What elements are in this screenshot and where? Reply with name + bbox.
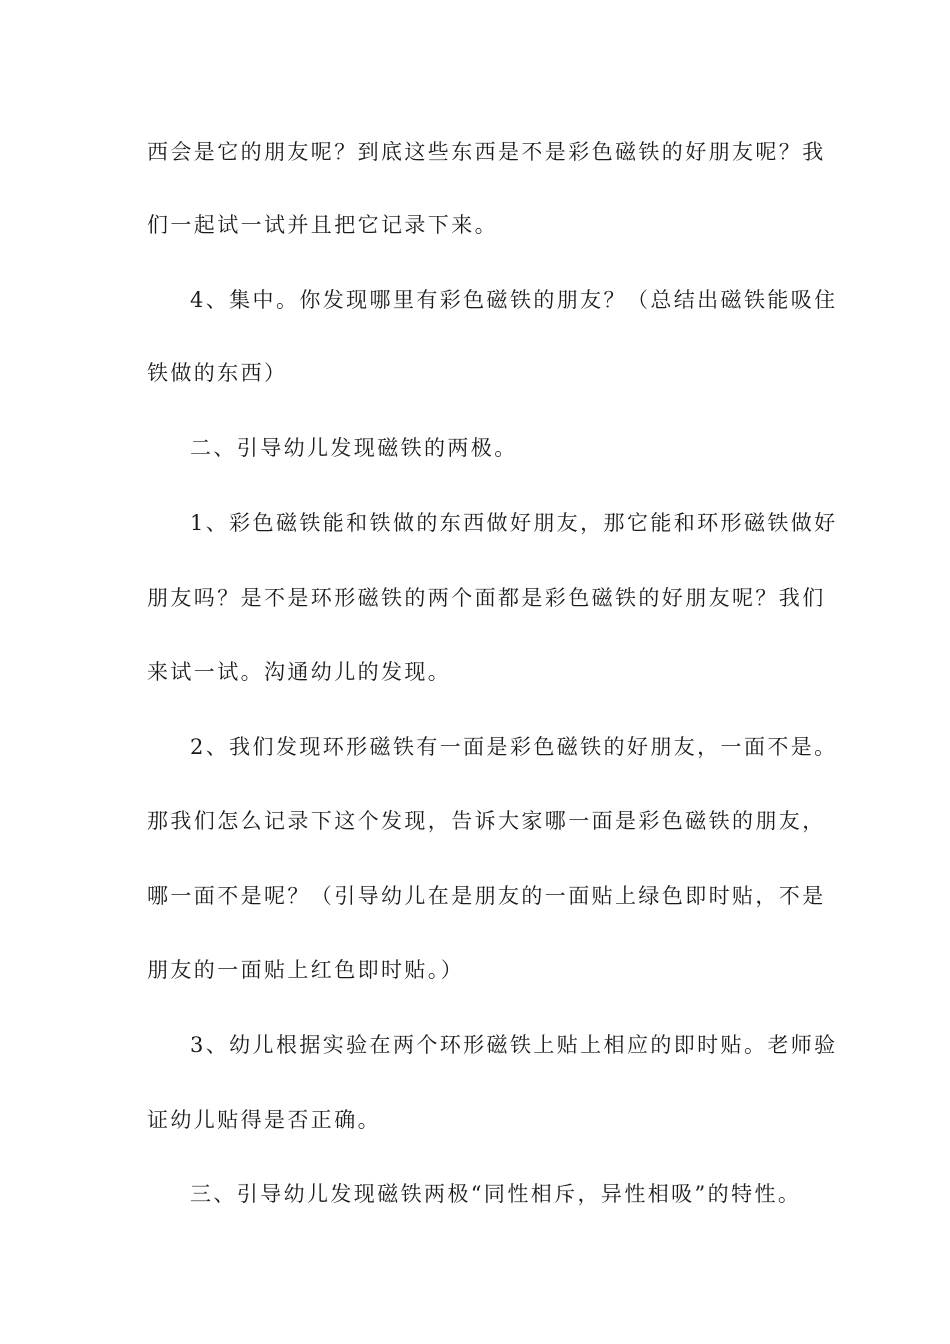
section-heading: 三、引导幼儿发现磁铁两极“同性相斥，异性相吸”的特性。 — [190, 1182, 802, 1206]
text-line: 们一起试一试并且把它记录下来。 — [147, 213, 498, 237]
paragraph-start: 4、集中。你发现哪里有彩色磁铁的朋友？（总结出磁铁能吸住 — [190, 288, 838, 312]
text-line: 朋友吗？是不是环形磁铁的两个面都是彩色磁铁的好朋友呢？我们 — [147, 586, 826, 610]
text-line: 来试一试。沟通幼儿的发现。 — [147, 660, 452, 684]
paragraph-start: 3、幼儿根据实验在两个环形磁铁上贴上相应的即时贴。老师验 — [190, 1033, 838, 1057]
section-heading: 二、引导幼儿发现磁铁的两极。 — [190, 436, 518, 460]
text-line: 西会是它的朋友呢？到底这些东西是不是彩色磁铁的好朋友呢？我 — [147, 140, 826, 164]
paragraph-start: 1、彩色磁铁能和铁做的东西做好朋友，那它能和环形磁铁做好 — [190, 511, 838, 535]
text-line: 哪一面不是呢？（引导幼儿在是朋友的一面贴上绿色即时贴，不是 — [147, 884, 826, 908]
paragraph-start: 2、我们发现环形磁铁有一面是彩色磁铁的好朋友，一面不是。 — [190, 735, 838, 759]
text-line: 证幼儿贴得是否正确。 — [147, 1108, 381, 1132]
text-line: 铁做的东西） — [147, 361, 288, 385]
text-line: 朋友的一面贴上红色即时贴。） — [147, 958, 465, 982]
text-line: 那我们怎么记录下这个发现，告诉大家哪一面是彩色磁铁的朋友， — [147, 809, 826, 833]
